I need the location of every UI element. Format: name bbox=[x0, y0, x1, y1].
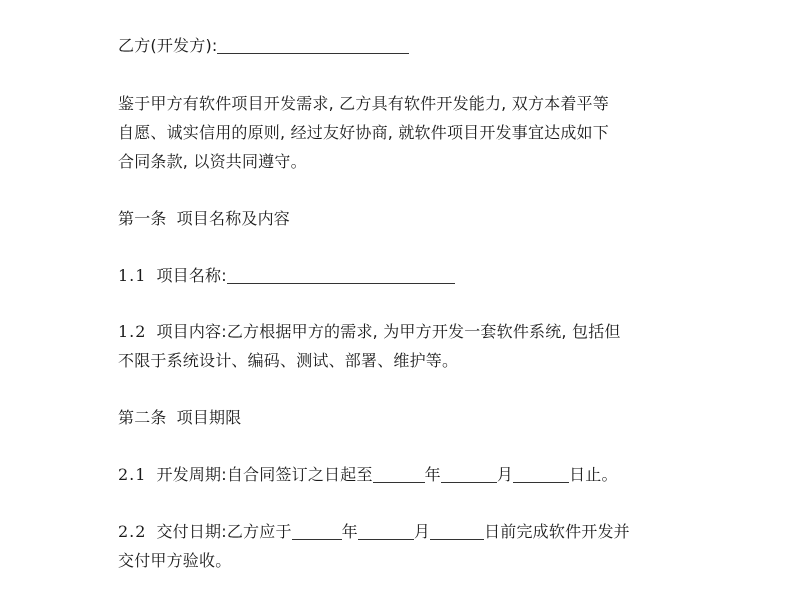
preamble-line-3: 合同条款, 以资共同遵守。 bbox=[118, 152, 307, 171]
delivery-month-blank bbox=[358, 523, 414, 540]
party-b-line bbox=[118, 36, 409, 56]
end-year-unit: 年 bbox=[424, 465, 441, 484]
item-2-2-label: 交付日期:乙方应于 bbox=[156, 522, 292, 541]
item-1-2-text: 项目内容:乙方根据甲方的需求, 为甲方开发一套软件系统, 包括但 bbox=[156, 322, 621, 341]
article-1-title: 第一条 bbox=[118, 209, 167, 228]
item-2-1-label: 开发周期:自合同签订之日起至 bbox=[156, 465, 373, 484]
end-day-text: 日止。 bbox=[569, 465, 618, 484]
item-1-2-line-2: 不限于系统设计、编码、测试、部署、维护等。 bbox=[118, 351, 459, 370]
end-month-unit: 月 bbox=[496, 465, 514, 484]
party-b-blank bbox=[217, 37, 409, 54]
delivery-month-unit: 月 bbox=[413, 522, 431, 541]
item-2-2-line-1 bbox=[118, 522, 630, 542]
delivery-year-unit: 年 bbox=[341, 522, 358, 541]
item-1-1-number: 1.1 bbox=[118, 266, 147, 285]
preamble-line-2: 自愿、诚实信用的原则, 经过友好协商, 就软件项目开发事宜达成如下 bbox=[118, 123, 609, 142]
item-1-1-label: 项目名称: bbox=[156, 266, 227, 285]
delivery-day-blank bbox=[430, 523, 484, 540]
article-1-name: 项目名称及内容 bbox=[176, 209, 291, 228]
end-year-blank bbox=[373, 466, 425, 483]
item-2-1-number: 2.1 bbox=[118, 465, 147, 484]
article-1-heading bbox=[118, 209, 290, 229]
party-b-label: 乙方(开发方): bbox=[118, 36, 218, 55]
article-2-name: 项目期限 bbox=[176, 408, 242, 427]
end-day-blank bbox=[513, 466, 569, 483]
item-1-2-line-1 bbox=[118, 322, 621, 342]
delivery-day-text: 日前完成软件开发并 bbox=[484, 522, 630, 541]
preamble-line-1: 鉴于甲方有软件项目开发需求, 乙方具有软件开发能力, 双方本着平等 bbox=[118, 94, 609, 113]
item-2-2-line-2: 交付甲方验收。 bbox=[118, 551, 232, 570]
article-2-heading bbox=[118, 408, 241, 428]
project-name-blank bbox=[227, 267, 455, 284]
end-month-blank bbox=[441, 466, 497, 483]
item-2-1 bbox=[118, 465, 618, 485]
item-1-2-number: 1.2 bbox=[118, 322, 147, 341]
delivery-year-blank bbox=[292, 523, 342, 540]
item-2-2-number: 2.2 bbox=[118, 522, 147, 541]
item-1-1 bbox=[118, 266, 455, 286]
article-2-title: 第二条 bbox=[118, 408, 167, 427]
